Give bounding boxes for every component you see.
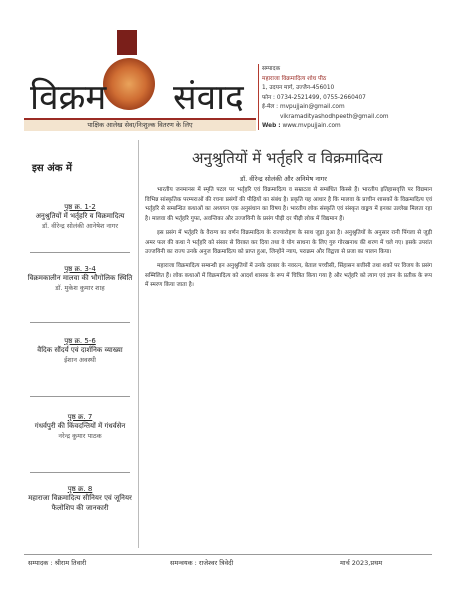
contents-item[interactable] [24,202,136,231]
masthead-title-right: संवाद [173,78,244,118]
contents-author: डॉ. मुकेश कुमार शाह [55,283,105,292]
contents-author: नरेन्द्र कुमार पाठक [58,431,102,440]
contents-divider [30,396,130,397]
contents-page: पृष्ठ क्र. 8 [67,485,93,493]
contents-page: पृष्ठ क्र. 7 [67,413,93,421]
editor-org: महाराजा विक्रमादित्य शोध पीठ [262,75,327,82]
editor-block [262,65,432,132]
contents-item[interactable] [24,412,136,441]
contents-title: अनुश्रुतियों में भर्तृहरि व विक्रमादित्य [35,212,125,220]
contents-author: ईशान अवस्थी [64,355,96,364]
contents-heading: इस अंक में [32,163,72,174]
contents-author: डॉ. वीरेन्द्र सोलंकी आनेषेश नागर [41,221,119,230]
sun-emblem-icon [103,58,155,110]
contents-title: गंधर्वपुरी की किंवदन्तियों में गंधर्वसेन [34,422,126,430]
contents-divider [30,322,130,323]
contents-item[interactable] [24,264,136,293]
contents-page: पृष्ठ क्र. 5-6 [64,337,96,345]
contents-title: महाराजा विक्रमादित्य सीनियर एवं जूनियर फैलोशिप की जानकारी [28,494,132,512]
editor-address: 1, उदयन मार्ग, उज्जैन-456010 [262,85,335,91]
article-paragraph: इस प्रसंग में भर्तृहरि के वैराग्य का वर्णन विक्रमादित्य के राज्यारोहण के साथ जुड़ा हुआ है। अनुश्रुतियों के अनुसार रानी पिंगला से जुड़ी अमर फल की कथा ने भर्तृहरि को संसार से विरक्त कर दिया तथा वे योग साधना के लिए गुरु गोरखनाथ की शरण में चले गए। इसके उपरांत उज्जयिनी का राज्य उनके अनुज विक्रमादित्य को प्राप्त हुआ, जिन्होंने न्याय, पराक्रम और विद्वत्ता से प्रजा का पालन किया। [145,229,432,256]
editor-divider [258,64,259,130]
contents-divider [30,472,130,473]
web-label: Web : [262,123,281,129]
masthead-title-left: विक्रम [30,78,107,118]
web-link[interactable]: www.mvpujjain.com [282,123,341,129]
email-label: ई-मेल : [262,104,279,110]
footer-issue: मार्च 2023,प्रथम [340,559,383,567]
masthead [0,0,449,130]
editor-phone: फोन : 0734-2521499, 0755-2660407 [262,94,366,101]
article-author: डॉ. वीरेन्द्र सोलंकी और अनिमेष नागर [240,175,327,183]
contents-page: पृष्ठ क्र. 1-2 [64,203,96,211]
footer [24,554,432,571]
contents-item[interactable] [24,336,136,365]
contents-title: वैदिक सौंदर्य एवं दार्शनिक व्याख्या [37,346,123,354]
article-body [145,186,432,295]
contents-item[interactable] [24,484,136,513]
footer-editor: सम्पादक : श्रीराम तिवारी [28,559,87,567]
editor-label: सम्पादक [262,66,281,72]
article-paragraph: महाराजा विक्रमादित्य सम्बन्धी इन अनुश्रुतियों में उनके दरबार के नवरत्न, बेताल पच्चीसी, सिंहासन बत्तीसी तथा शकों पर विजय के प्रसंग सम्मिलित हैं। लोक कथाओं में विक्रमादित्य को आदर्श शासक के रूप में चित्रित किया गया है और भर्तृहरि को त्याग एवं ज्ञान के प्रतीक के रूप में स्मरण किया जाता है। [145,262,432,289]
tagline: पाक्षिक आलेख सेवा/निःशुल्क वितरण के लिए [24,120,256,131]
email-link-2[interactable]: vikramadityashodhpeeth@gmail.com [280,113,389,120]
contents-title: विक्रमकालीन मालवा की भौगोलिक स्थिति [27,274,133,282]
contents-page: पृष्ठ क्र. 3-4 [64,265,96,273]
article-title: अनुश्रुतियों में भर्तृहरि व विक्रमादित्य [192,149,383,167]
column-divider [138,140,139,548]
emblem-logo [117,30,137,55]
email-link-1[interactable]: mvpujjain@gmail.com [279,104,345,110]
footer-coordinator: समन्वयक : राजेश्वर त्रिवेदी [170,559,234,567]
contents-sidebar [24,140,136,550]
contents-divider [30,252,130,253]
article-paragraph: भारतीय जनमानस में स्मृति पटल पर भर्तृहरि एवं विक्रमादित्य व सम्राटत्व से सम्बंधित किस्से हैं। भारतीय इतिहासवृत्ति पर विद्यमान विभिन्न सांस्कृतिक परम्पराओं की रचना प्रसंगों की पीढ़ियों का संबंध है। प्रकृति यह आधार है कि मालवा के प्राचीन शासकों के विक्रमादित्य एवं भर्तृहरि से सम्बन्धित कथाओं का अध्ययन एक अनुसंधान का विषय है। भारतीय लोक संस्कृति एवं संस्कृत वाङ्मय में इनका उल्लेख मिलता रहा है। मालवा की भर्तृहरि गुफा, अवन्तिका और उज्जयिनी के प्रसंग पीढ़ी दर पीढ़ी लोक में विद्यमान हैं। [145,187,432,223]
